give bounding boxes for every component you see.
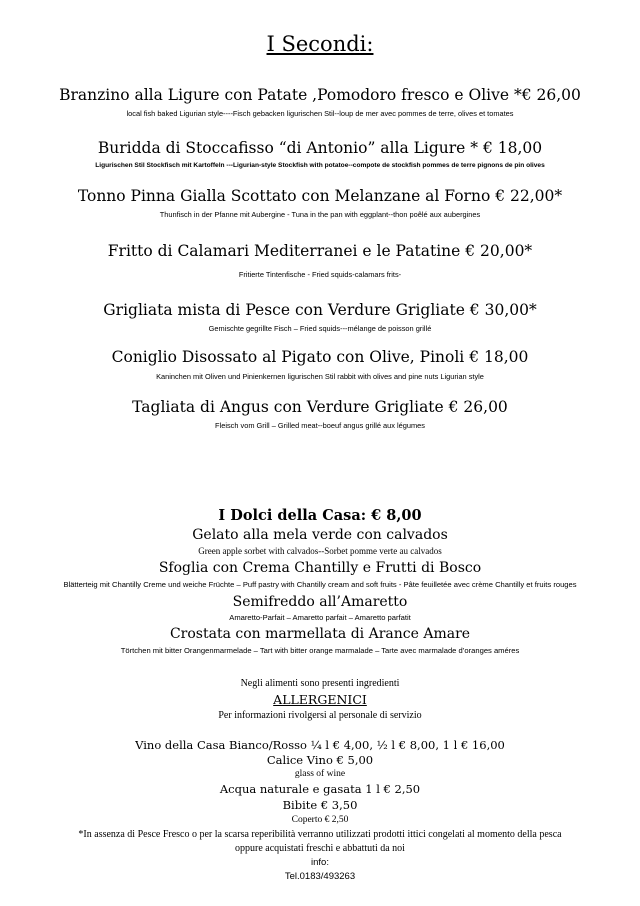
dessert-heading: I Dolci della Casa: € 8,00 (218, 507, 422, 524)
dish-description: local fish baked Ligurian style----Fisch gebacken ligurischen Stil--loup de mer avec pommes de terre, olives et tomates (126, 109, 514, 118)
allergen-info: Per informazioni rivolgersi al personale di servizio (218, 710, 422, 721)
allergen-title: ALLERGENICI (273, 692, 367, 707)
dessert-name: Crostata con marmellata di Arance Amare (169, 626, 471, 642)
page-title: I Secondi: (266, 32, 374, 56)
house-wine-price: Vino della Casa Bianco/Rosso ¼ l € 4,00, ½ l € 8,00, 1 l € 16,00 (135, 738, 505, 752)
dish-name: Grigliata mista di Pesce con Verdure Grigliate € 30,00* (103, 301, 537, 319)
dessert-description: Blätterteig mit Chantilly Creme und weiche Früchte – Puff pastry with Chantilly cream and soft fruits - Pâte feuilletée avec crème Chantilly et fruits rouges (63, 580, 577, 589)
dish-name: Tagliata di Angus con Verdure Grigliate € 26,00 (132, 398, 508, 416)
dish-name: Coniglio Disossato al Pigato con Olive, Pinoli € 18,00 (111, 348, 529, 366)
glass-wine-label: glass of wine (294, 769, 346, 779)
dessert-name: Gelato alla mela verde con calvados (192, 527, 448, 543)
dish-name: Branzino alla Ligure con Patate ,Pomodoro fresco e Olive *€ 26,00 (59, 86, 581, 104)
phone-number: Tel.0183/493263 (284, 871, 356, 882)
dish-description: Fleisch vom Grill – Grilled meat--boeuf angus grillé aux légumes (215, 421, 425, 430)
dish-name: Tonno Pinna Gialla Scottato con Melanzane al Forno € 22,00* (77, 187, 563, 205)
glass-wine-price: Calice Vino € 5,00 (266, 753, 374, 767)
frozen-fish-note-cont: oppure acquistati freschi e abbattuti da noi (235, 843, 405, 854)
dessert-description: Amaretto-Parfait – Amaretto parfait – Amaretto parfatit (229, 613, 411, 622)
dish-name: Fritto di Calamari Mediterranei e le Patatine € 20,00* (107, 242, 533, 260)
bibite-price: Bibite € 3,50 (282, 798, 358, 812)
dish-description: Gemischte gegrillte Fisch – Fried squids---mélange de poisson grillé (208, 324, 432, 333)
dessert-description: Green apple sorbet with calvados--Sorbet pomme verte au calvados (198, 546, 442, 556)
water-price: Acqua naturale e gasata 1 l € 2,50 (219, 782, 421, 796)
dessert-name: Semifreddo all’Amaretto (232, 594, 408, 610)
frozen-fish-note: *In assenza di Pesce Fresco o per la scarsa reperibilità verranno utilizzati prodotti ittici congelati al momento della pesca (78, 829, 562, 840)
dish-name: Buridda di Stoccafisso “di Antonio” alla Ligure * € 18,00 (97, 139, 543, 157)
dish-description: Ligurischen Stil Stockfisch mit Kartoffeln ---Ligurian-style Stockfish with potatoe--compote de stockfish pommes de terre pignons de pin olives (95, 162, 545, 169)
coperto-price: Coperto € 2,50 (291, 815, 349, 825)
dish-description: Kaninchen mit Oliven und Pinienkernen ligurischen Stil rabbit with olives and pine nuts Ligurian style (156, 372, 484, 381)
dessert-name: Sfoglia con Crema Chantilly e Frutti di Bosco (158, 560, 482, 576)
info-label: info: (311, 857, 329, 868)
dish-description: Thunfisch in der Pfanne mit Aubergine - Tuna in the pan with eggplant--thon poêlé aux aubergines (159, 210, 481, 219)
allergen-intro: Negli alimenti sono presenti ingredienti (240, 678, 400, 689)
dessert-description: Törtchen mit bitter Orangenmarmelade – Tart with bitter orange marmalade – Tarte avec marmalade d’oranges améres (120, 646, 520, 655)
dish-description: Fritierte Tintenfische - Fried squids-calamars frits- (238, 270, 402, 279)
